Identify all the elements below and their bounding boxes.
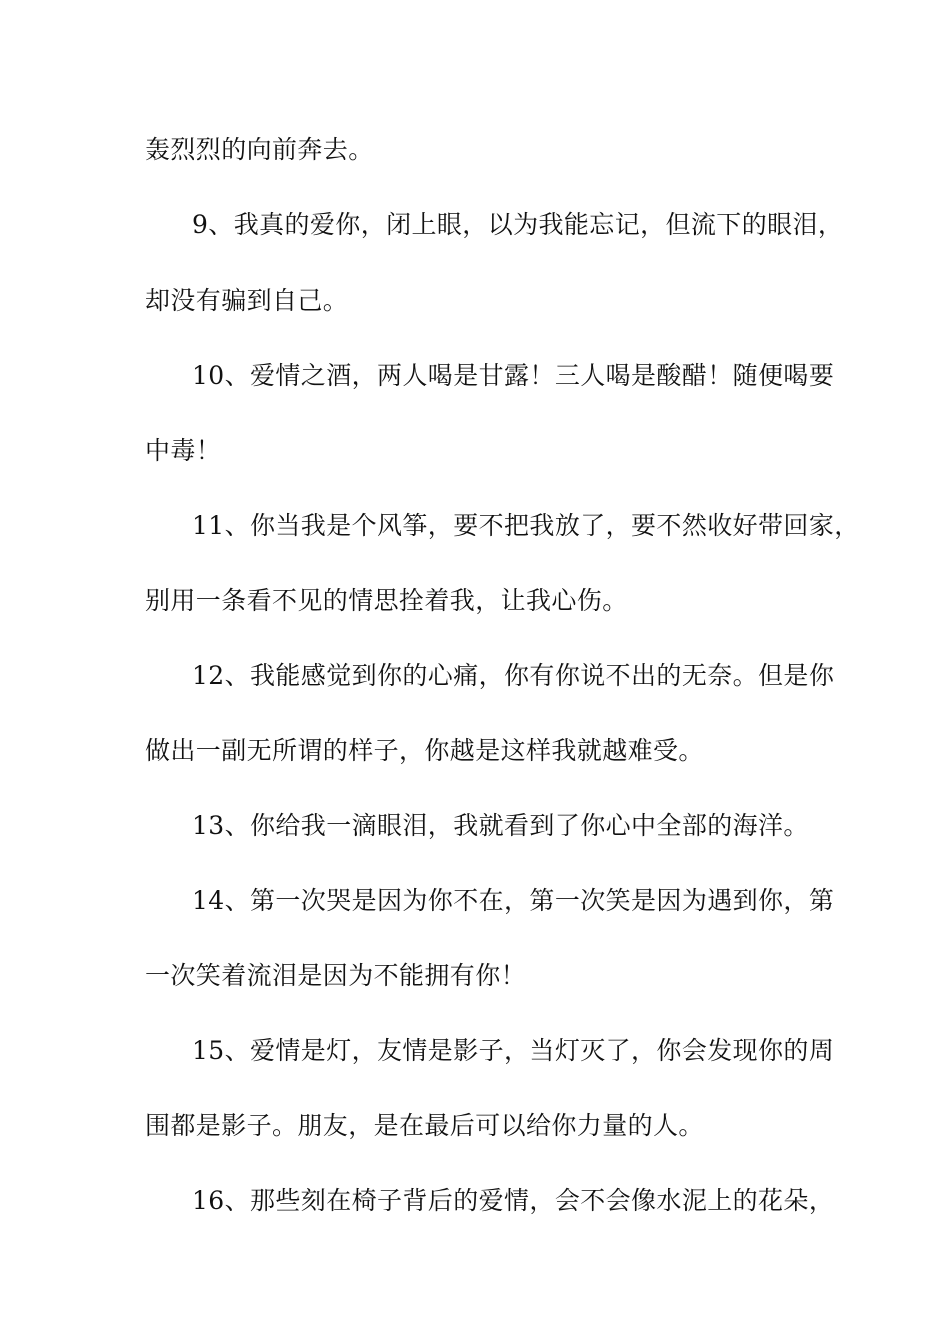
text-line: 一次笑着流泪是因为不能拥有你！ [145, 961, 527, 990]
text-line: 围都是影子。朋友，是在最后可以给你力量的人。 [145, 1111, 704, 1140]
text-line: 做出一副无所谓的样子，你越是这样我就越难受。 [145, 736, 704, 765]
text-line: 别用一条看不见的情思拴着我，让我心伤。 [145, 586, 628, 615]
text-line: 15、爱情是灯，友情是影子，当灯灭了，你会发现你的周 [192, 1036, 835, 1065]
text-line: 13、你给我一滴眼泪，我就看到了你心中全部的海洋。 [192, 811, 809, 840]
text-line: 9、我真的爱你，闭上眼，以为我能忘记，但流下的眼泪， [192, 210, 844, 239]
text-line: 10、爱情之酒，两人喝是甘露！三人喝是酸醋！随便喝要 [192, 361, 835, 390]
text-line: 14、第一次哭是因为你不在，第一次笑是因为遇到你，第 [192, 886, 835, 915]
text-line: 12、我能感觉到你的心痛，你有你说不出的无奈。但是你 [192, 661, 835, 690]
text-line: 11、你当我是个风筝，要不把我放了，要不然收好带回家， [192, 511, 860, 540]
text-line: 却没有骗到自己。 [145, 286, 349, 315]
text-line: 轰烈烈的向前奔去。 [145, 135, 374, 164]
text-line: 中毒！ [145, 436, 222, 465]
text-line: 16、那些刻在椅子背后的爱情，会不会像水泥上的花朵， [192, 1186, 835, 1215]
